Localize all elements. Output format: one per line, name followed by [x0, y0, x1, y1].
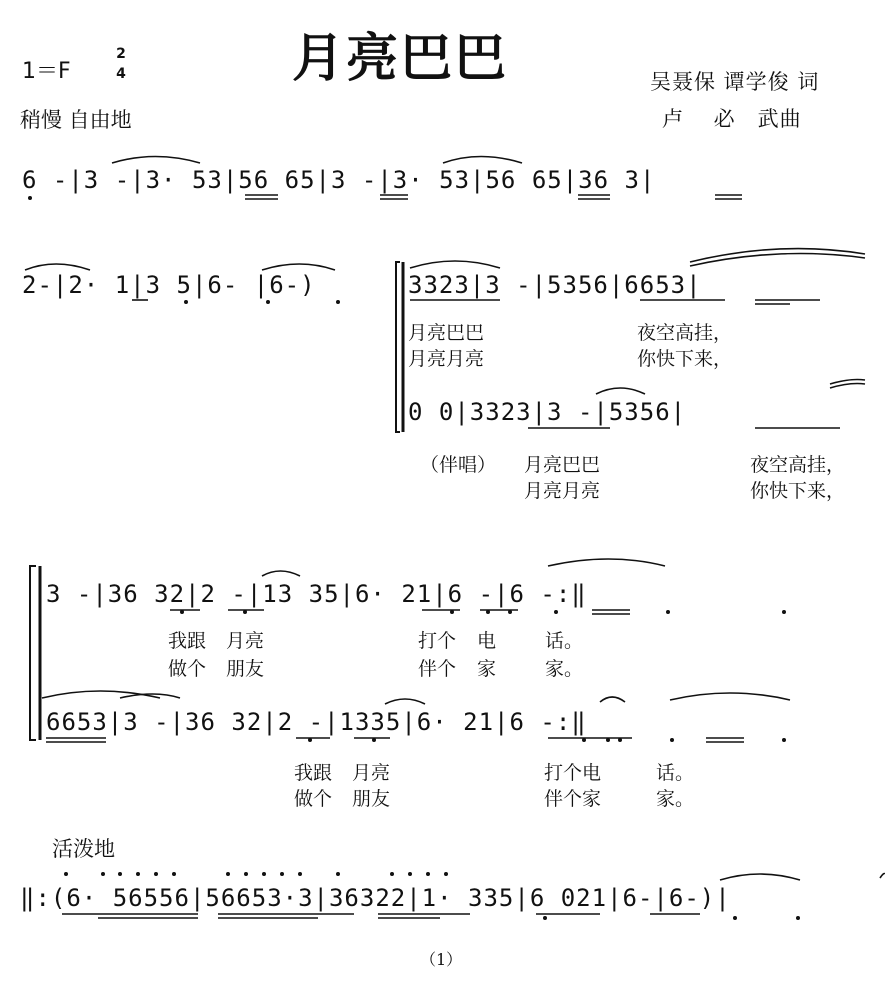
time-signature-top: 2: [116, 46, 126, 62]
lyric-word: 我跟: [294, 762, 333, 784]
lyric-line: 月亮巴巴: [408, 322, 485, 344]
lyric-line: 你快下来，: [750, 480, 846, 502]
lyric-line: 月亮月亮: [408, 348, 485, 370]
lyric-word: 家。: [545, 658, 584, 680]
composer-credit: 卢 必 武曲: [662, 107, 802, 131]
score-line-1: 6 -|3 -|3· 53|56 65|3 -|3· 53|56 65|36 3|: [22, 166, 656, 194]
score-line-5: 6653|3 -|36 32|2 -|1335|6· 21|6 -:‖: [46, 708, 587, 736]
lyric-word: 伴个家: [544, 788, 602, 810]
lyric-word: 打个: [418, 630, 457, 652]
tempo-marking: 稍慢 自由地: [20, 108, 132, 132]
lyric-line: 你快下来，: [637, 348, 733, 370]
lyric-word: 话。: [545, 630, 584, 652]
lyric-word: 家: [477, 658, 497, 680]
page-number: （1）: [420, 950, 463, 969]
score-line-4: 3 -|36 32|2 -|13 35|6· 21|6 -|6 -:‖: [46, 580, 587, 608]
score-line-6: ‖:(6· 56556|56653·3|36322|1· 335|6 021|6-|6-)|: [20, 884, 731, 912]
lyric-word: 电: [477, 630, 497, 652]
lyric-line: 夜空高挂，: [637, 322, 733, 344]
lyric-word: 伴个: [418, 658, 457, 680]
key-signature: 1＝F: [22, 59, 71, 84]
lyric-word: 我跟: [168, 630, 207, 652]
score-line-2-melody: 3323|3 -|5356|6653|: [408, 271, 702, 299]
lyric-word: 朋友: [352, 788, 391, 810]
tempo-marking-2: 活泼地: [52, 837, 115, 861]
chorus-label: （伴唱）: [420, 454, 497, 476]
lyric-word: 话。: [656, 762, 695, 784]
lyric-word: 月亮: [226, 630, 265, 652]
lyric-word: 打个电: [544, 762, 602, 784]
score-line-3: 0 0|3323|3 -|5356|: [408, 398, 687, 426]
lyric-word: 月亮: [352, 762, 391, 784]
lyric-line: 月亮月亮: [524, 480, 601, 502]
lyric-line: 月亮巴巴: [524, 454, 601, 476]
lyric-word: 家。: [656, 788, 695, 810]
lyric-line: 夜空高挂，: [750, 454, 846, 476]
song-title: 月亮巴巴: [292, 29, 509, 89]
lyric-word: 做个: [168, 658, 207, 680]
lyricist-credit: 吴聂保 谭学俊 词: [650, 70, 820, 94]
lyric-word: 做个: [294, 788, 333, 810]
score-line-2-intro: 2-|2· 1|3 5|6- |6-): [22, 271, 316, 299]
time-signature-bottom: 4: [116, 66, 126, 82]
lyric-word: 朋友: [226, 658, 265, 680]
